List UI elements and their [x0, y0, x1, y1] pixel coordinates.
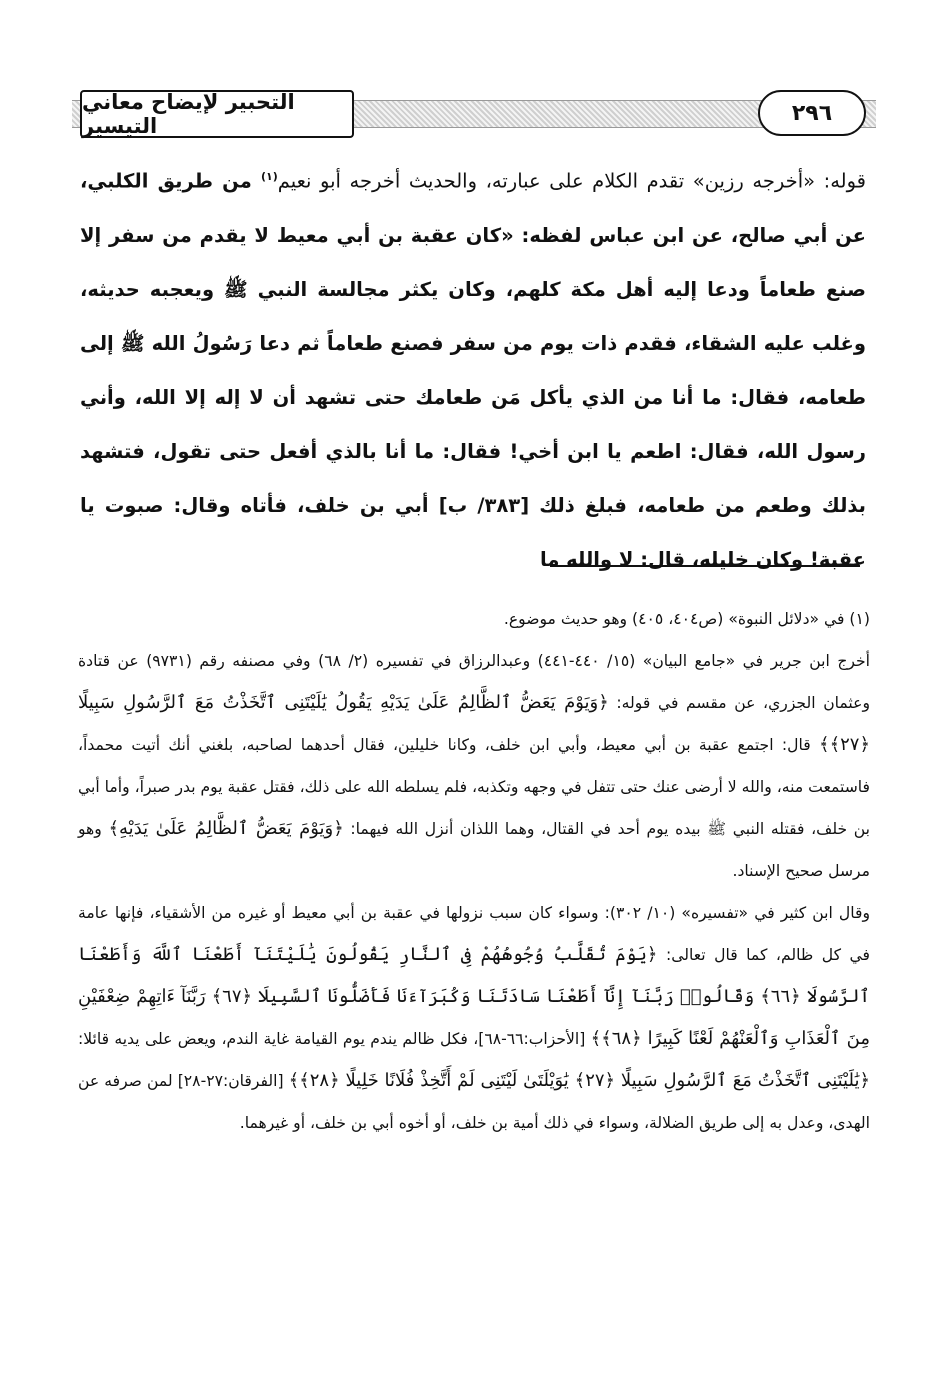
text: [الأحزاب:٦٦-٦٨]، فكل ظالم يندم يوم القيامة غاية الندم، ويعض على يديه قائلا:	[78, 1030, 591, 1048]
page-number: ٢٩٦	[758, 90, 866, 136]
footnote-1: (١) في «دلائل النبوة» (ص٤٠٤، ٤٠٥) وهو حديث موضوع.	[503, 610, 870, 628]
text: وقال ابن كثير في «تفسيره» (١٠/ ٣٠٢): وسواء كان سبب نزولها في عقبة بن أبي معيط أو غيره من الأشقياء، فإنها عامة في كل ظالم، كما قال تعالى:	[78, 904, 870, 964]
text: [الفرقان:٢٧-٢٨] لمن صرفه عن الهدى، وعدل به إلى طريق الضلالة، وسواء في ذلك أمية بن خلف، أو أخوه أبي بن خلف، أو غيرهما.	[78, 1072, 870, 1132]
page-header	[72, 84, 876, 146]
text: أخرج ابن جرير في «جامع البيان» (١٥/ ٤٤٠-٤٤١) وعبدالرزاق في تفسيره (٢/ ٦٨) وفي مصنفه رقم (٩٧٣١) عن قتادة وعثمان الجزري، عن مقسم في قوله:	[78, 652, 870, 712]
quran-verse: ﴿يَوْمَ تُقَلَّبُ وُجُوهُهُمْ فِى ٱلنَّارِ يَقُولُونَ يَٰلَيْتَنَآ أَطَعْنَا ٱللَّهَ وَأَطَعْنَا ٱلرَّسُولَا ﴿٦٦﴾ وَقَالُوا۟ رَبَّنَآ إِنَّآ أَطَعْنَا سَادَتَنَا وَكُبَرَآءَنَا فَأَضَلُّونَا ٱلسَّبِيلَا ﴿٦٧﴾ رَبَّنَآ ءَاتِهِمْ ضِعْفَيْنِ مِنَ ٱلْعَذَابِ وَٱلْعَنْهُمْ لَعْنًا كَبِيرًا ﴿٦٨﴾﴾	[78, 944, 870, 1049]
footnote-ref: (١)	[260, 170, 278, 183]
quran-verse: ﴿وَيَوْمَ يَعَضُّ ٱلظَّالِمُ عَلَىٰ يَدَيْهِ﴾	[108, 818, 344, 839]
text: وهو مرسل صحيح الإسناد.	[78, 820, 870, 880]
main-text	[80, 150, 866, 587]
footnotes	[78, 598, 870, 1144]
main-lead: قوله: «أخرجه رزين» تقدم الكلام على عبارته، والحديث أخرجه أبو نعيم	[277, 169, 866, 193]
footnote-para-2	[78, 640, 870, 892]
text: قال: اجتمع عقبة بن أبي معيط، وأبي ابن خلف، وكانا خليلين، فقال أحدهما لصاحبه، بلغني أنك أتيت محمداً، فاستمعت منه، والله لا أرضى عنك حتى تتفل في وجهه وتكذبه، فلم يسلطه الله على ذلك، فقتل عقبة يوم بدر صبراً، وأما أبي بن خلف، فقتله النبي ﷺ بيده يوم أحد في القتال، وهما اللذان أنزل الله فيهما:	[78, 736, 871, 838]
book-title: التحبير لإيضاح معاني التيسير	[80, 90, 354, 138]
main-body: من طريق الكلبي، عن أبي صالح، عن ابن عباس لفظه: «كان عقبة بن أبي معيط لا يقدم من سفر إلا صنع طعاماً ودعا إليه أهل مكة كلهم، وكان يكثر مجالسة النبي ﷺ ويعجبه حديثه، وغلب عليه الشقاء، فقدم ذات يوم من سفر فصنع طعاماً ثم دعا رَسُولُ الله ﷺ إلى طعامه، فقال: ما أنا من الذي يأكل مَن طعامك حتى تشهد أن لا إله إلا الله، وأني رسول الله، فقال: اطعم يا ابن أخي! فقال: ما أنا بالذي أفعل حتى تقول، فتشهد بذلك وطعم من طعامه، فبلغ ذلك [٣٨٣/ ب] أبي بن خلف، فأتاه وقال: صبوت يا عقبة! وكان خليله، قال: لا والله ما	[80, 169, 866, 571]
quran-verse: ﴿يَٰلَيْتَنِى ٱتَّخَذْتُ مَعَ ٱلرَّسُولِ سَبِيلًا ﴿٢٧﴾ يَٰوَيْلَتَىٰ لَيْتَنِى لَمْ أَتَّخِذْ فُلَانًا خَلِيلًا ﴿٢٨﴾﴾	[288, 1070, 870, 1091]
footnote-separator	[550, 565, 860, 567]
footnote-para-3	[78, 892, 870, 1144]
quran-verse: ﴿وَيَوْمَ يَعَضُّ ٱلظَّالِمُ عَلَىٰ يَدَيْهِ يَقُولُ يَٰلَيْتَنِى ٱتَّخَذْتُ مَعَ ٱلرَّسُولِ سَبِيلًا ﴿٢٧﴾﴾	[78, 692, 870, 755]
